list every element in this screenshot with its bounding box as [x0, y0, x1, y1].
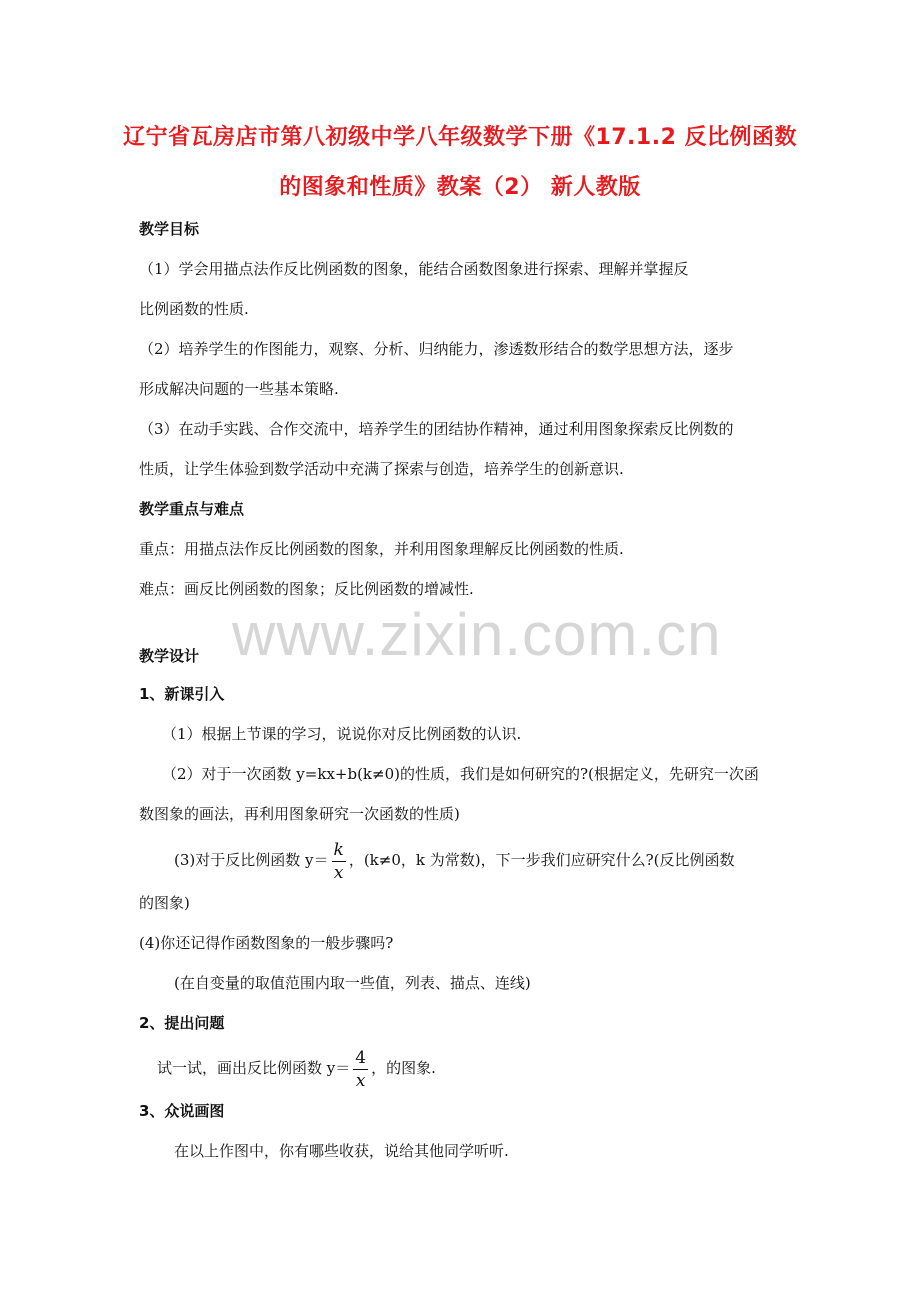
key-point-difficulty: 难点：画反比例函数的图象；反比例函数的增减性. [139, 580, 474, 598]
goal-3-line-1: （3）在动手实践、合作交流中，培养学生的团结协作精神，通过利用图象探索反比例数的 [139, 420, 734, 438]
question-3-line-1 [174, 838, 734, 882]
section-heading-goals: 教学目标 [139, 220, 200, 238]
question-2-line-2: 数图象的画法，再利用图象研究一次函数的性质) [139, 805, 460, 823]
watermark: www.zixin.com.cn [232, 601, 722, 668]
document-title-line-2: 的图象和性质》教案（2） 新人教版 [279, 175, 641, 200]
fraction-k-over-x [332, 841, 346, 882]
document-title-line-1: 辽宁省瓦房店市第八初级中学八年级数学下册《17.1.2 反比例函数 [122, 125, 798, 150]
goal-2-line-2: 形成解决问题的一些基本策略. [139, 380, 339, 398]
subsection-heading-drawing: 3、众说画图 [139, 1102, 225, 1120]
goal-3-line-2: 性质，让学生体验到数学活动中充满了探索与创造，培养学生的创新意识. [139, 460, 624, 478]
question-1: （1）根据上节课的学习，说说你对反比例函数的认识. [162, 725, 522, 743]
fraction-numerator: 4 [355, 1047, 367, 1068]
goal-2-line-1: （2）培养学生的作图能力，观察、分析、归纳能力，渗透数形结合的数学思想方法，逐步 [139, 340, 734, 358]
section-heading-design: 教学设计 [139, 647, 200, 665]
problem-line [157, 1046, 436, 1090]
question-3-suffix: ，(k≠0，k 为常数)，下一步我们应研究什么?(反比例函数 [348, 851, 735, 869]
fraction-denominator: x [355, 1070, 366, 1091]
fraction-denominator: x [333, 862, 344, 883]
problem-prefix: 试一试，画出反比例函数 y＝ [157, 1059, 351, 1077]
drawing-text: 在以上作图中，你有哪些收获，说给其他同学听听. [174, 1142, 509, 1160]
question-4: (4)你还记得作函数图象的一般步骤吗? [139, 934, 394, 952]
goal-1-line-1: （1）学会用描点法作反比例函数的图象，能结合函数图象进行探索、理解并掌握反 [139, 260, 689, 278]
question-2-line-1: （2）对于一次函数 y=kx+b(k≠0)的性质，我们是如何研究的?(根据定义，先研究一次函 [162, 765, 759, 783]
problem-suffix: ，的图象. [371, 1059, 436, 1077]
question-3-line-2: 的图象) [139, 894, 190, 912]
question-3-prefix: (3)对于反比例函数 y＝ [174, 851, 329, 869]
fraction-numerator: k [333, 839, 344, 860]
fraction-4-over-x [353, 1049, 368, 1090]
subsection-heading-intro: 1、新课引入 [139, 685, 225, 703]
question-4-answer: (在自变量的取值范围内取一些值，列表、描点、连线) [174, 974, 531, 992]
goal-1-line-2: 比例函数的性质. [139, 300, 249, 318]
section-heading-key-points: 教学重点与难点 [139, 500, 245, 518]
key-point-focus: 重点：用描点法作反比例函数的图象，并利用图象理解反比例函数的性质. [139, 540, 624, 558]
subsection-heading-problem: 2、提出问题 [139, 1014, 225, 1032]
